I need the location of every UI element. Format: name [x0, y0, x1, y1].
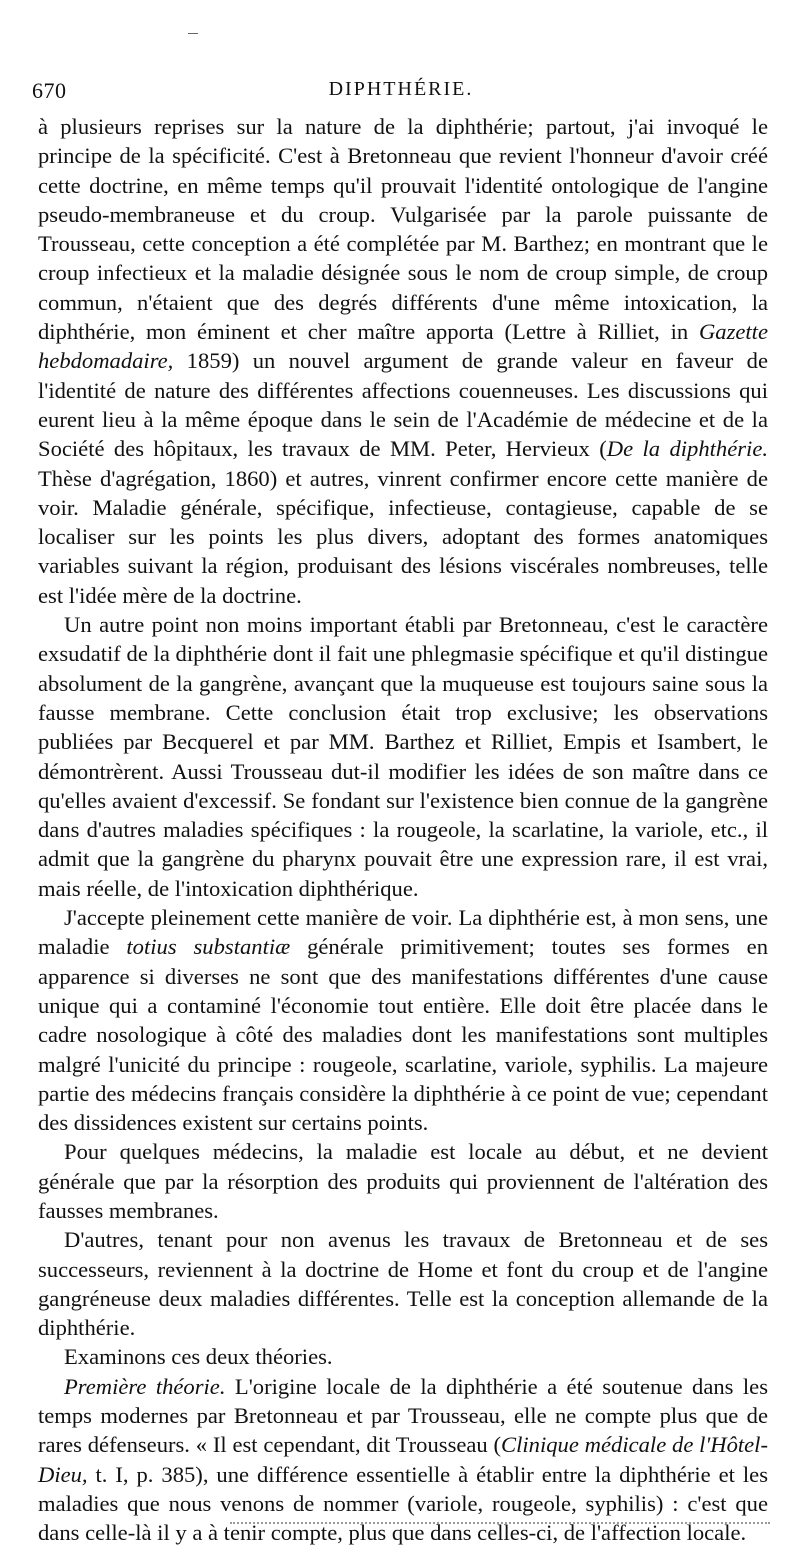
italic-text: totius substantiæ [126, 934, 291, 960]
text-run: Thèse d'agrégation, 1860) et autres, vinrent confirmer encore cette manière de voir. Maladie générale, spécifique, infectieuse, contagieuse, capable de se localiser sur les points les plus divers, adoptant des formes anatomiques variables suivant la région, produisant des lésions viscérales nombreuses, telle est l'idée mère de la doctrine. [38, 465, 768, 608]
page-number: 670 [32, 78, 67, 103]
paragraph-4 [38, 1137, 768, 1225]
running-title: DIPHTHÉRIE. [328, 78, 474, 100]
footer-scan-artifact [230, 1522, 770, 1524]
text-run: à plusieurs reprises sur la nature de la diphthérie; partout, j'ai invoqué le principe de la spécificité. C'est à Bretonneau que revient l'honneur d'avoir créé cette doctrine, en même temps qu'il prouvait l'identité ontologique de l'angine pseudo-membraneuse et du croup. Vulgarisée par la parole puissante de Trousseau, cette conception a été complétée par M. Barthez; en montrant que le croup infectieux et la maladie désignée sous le nom de croup simple, de croup commun, n'étaient que des degrés différents d'une même intoxication, la diphthérie, mon éminent et cher maître apporta (Lettre à Rilliet, in [38, 114, 768, 345]
italic-text: Clinique médicale de l'Hôtel-Dieu, [38, 1432, 768, 1487]
text-run: Examinons ces deux théories. [64, 1344, 333, 1370]
paragraph-5 [38, 1225, 768, 1342]
paragraph-6 [38, 1342, 768, 1371]
text-run: D'autres, tenant pour non avenus les travaux de Bretonneau et de ses successeurs, reviennent à la doctrine de Home et font du croup et de l'angine gangréneuse deux maladies différentes. Telle est la conception allemande de la diphthérie. [38, 1227, 768, 1341]
paragraph-2 [38, 610, 768, 903]
text-run: 1859) un nouvel argument de grande valeur en faveur de l'identité de nature des différentes affections couenneuses. Les discussions qui eurent lieu à la même époque dans le sein de l'Académie de médecine et de la Société des hôpitaux, les travaux de MM. Peter, Hervieux ( [38, 348, 768, 462]
body-text [38, 112, 768, 1548]
italic-text: Première théorie. [64, 1373, 226, 1399]
page-header [32, 78, 770, 108]
italic-text: De la diphthérie. [606, 436, 768, 462]
text-run: Un autre point non moins important établi par Bretonneau, c'est le caractère exsudatif de la diphthérie dont il fait une phlegmasie spécifique et qu'il distingue absolument de la gangrène, avançant que la muqueuse est toujours saine sous la fausse membrane. Cette conclusion était trop exclusive; les observations publiées par Becquerel et par MM. Barthez et Rilliet, Empis et Isambert, le démontrèrent. Aussi Trousseau dut-il modifier les idées de son maître dans ce qu'elles avaient d'excessif. Se fondant sur l'existence bien connue de la gangrène dans d'autres maladies spécifiques : la rougeole, la scarlatine, la variole, etc., il admit que la gangrène du pharynx pouvait être une expression rare, il est vrai, mais réelle, de l'intoxication diphthérique. [38, 612, 768, 901]
text-run: Pour quelques médecins, la maladie est locale au début, et ne devient générale que par la résorption des produits qui proviennent de l'altération des fausses membranes. [38, 1139, 768, 1223]
text-run: t. I, p. 385), une différence essentielle à établir entre la diphthérie et les maladies que nous venons de nommer (variole, rougeole, syphilis) : c'est que dans celle-là il y a à tenir compte, plus que dans celles-ci, de l'affection locale. [38, 1461, 768, 1546]
margin-mark [188, 33, 198, 34]
paragraph-1 [38, 112, 768, 610]
text-run: générale primitivement; toutes ses formes en apparence si diverses ne sont que des manifestations différentes d'une cause unique qui a contaminé l'économie tout entière. Elle doit être placée dans le cadre nosologique à côté des maladies dont les manifestations sont multiples malgré l'unicité du principe : rougeole, scarlatine, variole, syphilis. La majeure partie des médecins français considère la diphthérie à ce point de vue; cependant des dissidences existent sur certains points. [38, 934, 768, 1136]
italic-text: Gazette hebdomadaire, [38, 319, 768, 374]
paragraph-3 [38, 903, 768, 1137]
text-run: J'accepte pleinement cette manière de voir. La diphthérie est, à mon sens, une maladie [38, 905, 768, 960]
text-run: L'origine locale de la diphthérie a été soutenue dans les temps modernes par Bretonneau et par Trousseau, elle ne compte plus que de rares défenseurs. « Il est cependant, dit Trousseau ( [38, 1373, 768, 1458]
